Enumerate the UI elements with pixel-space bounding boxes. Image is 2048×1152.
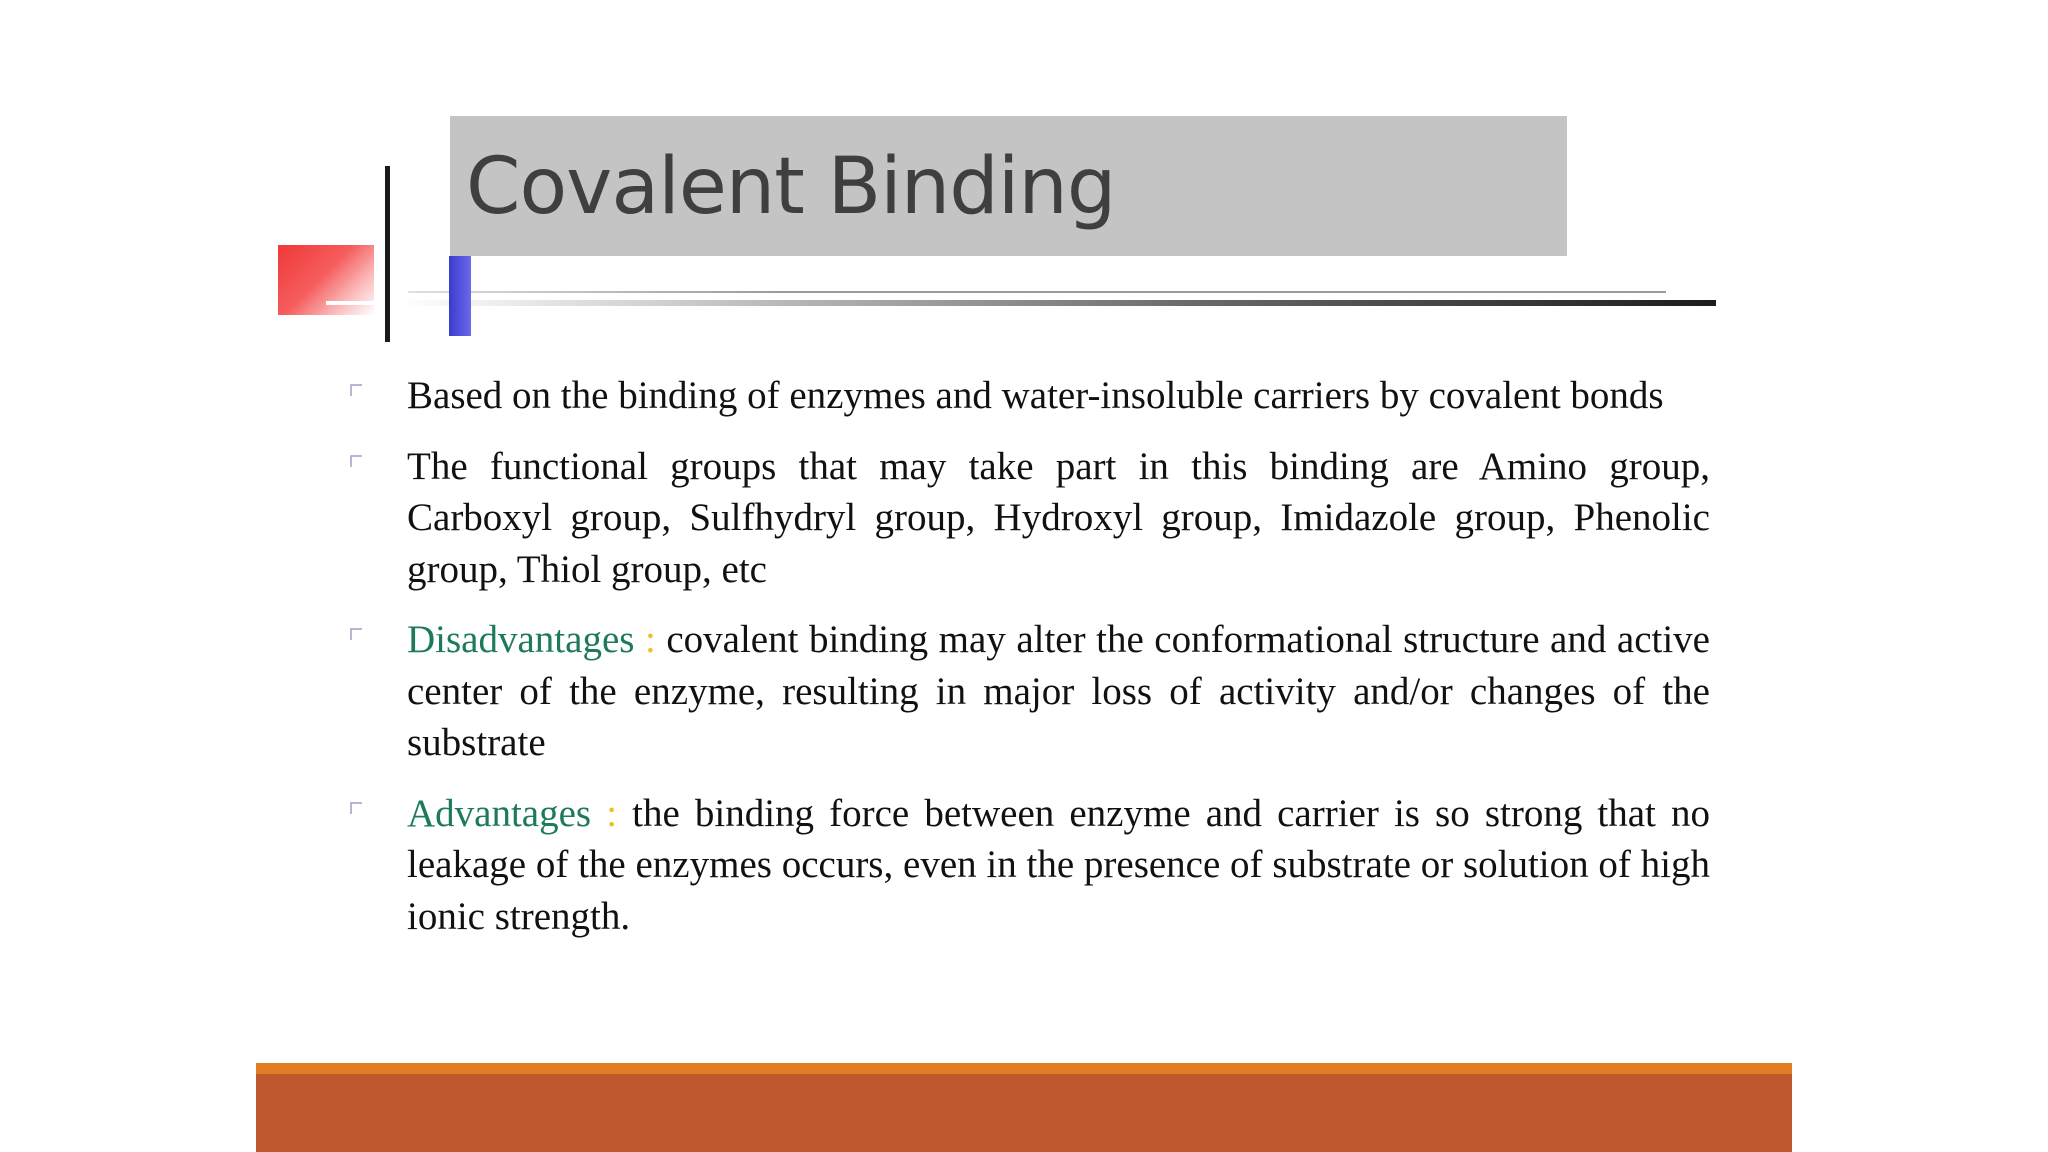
corner-bracket-icon (350, 384, 362, 396)
bullet-item (350, 370, 1710, 422)
footer-orange-stripe (256, 1063, 1792, 1074)
bullet-keyword: Advantages (407, 791, 592, 835)
bullet-separator: : (591, 791, 633, 835)
slide-title: Covalent Binding (466, 142, 1116, 232)
bullet-text (407, 788, 1710, 943)
bullet-text (407, 441, 1710, 596)
bullet-body: Based on the binding of enzymes and water-insoluble carriers by covalent bonds (407, 374, 1664, 417)
blue-bar-decoration (449, 256, 471, 336)
bullet-text (407, 370, 1710, 422)
bullet-item (350, 614, 1710, 769)
bullet-text (407, 614, 1710, 769)
black-vertical-line-decoration (385, 166, 390, 342)
black-horizontal-line-decoration (400, 300, 1716, 306)
gray-horizontal-line-decoration (408, 291, 1666, 293)
footer-bar (256, 1074, 1792, 1152)
bullet-item (350, 788, 1710, 943)
bullet-separator: : (634, 618, 667, 661)
bullet-body: covalent binding may alter the conformational structure and active center of the enzyme, resulting in major loss of activity and/or changes of the substrate (407, 618, 1710, 764)
bullet-keyword: Disadvantages (407, 618, 635, 661)
red-gradient-square-decoration (278, 245, 374, 315)
corner-bracket-icon (350, 455, 362, 467)
bullet-body: the binding force between enzyme and carrier is so strong that no leakage of the enzymes occurs, even in the presence of substrate or solution of high ionic strength. (407, 791, 1710, 938)
bullet-body: The functional groups that may take part in this binding are Amino group, Carboxyl group, Sulfhydryl group, Hydroxyl group, Imidazole group, Phenolic group, Thiol group, etc (407, 444, 1710, 591)
bullet-list (350, 370, 1710, 961)
corner-bracket-icon (350, 802, 362, 814)
corner-bracket-icon (350, 628, 362, 640)
bullet-item (350, 441, 1710, 596)
